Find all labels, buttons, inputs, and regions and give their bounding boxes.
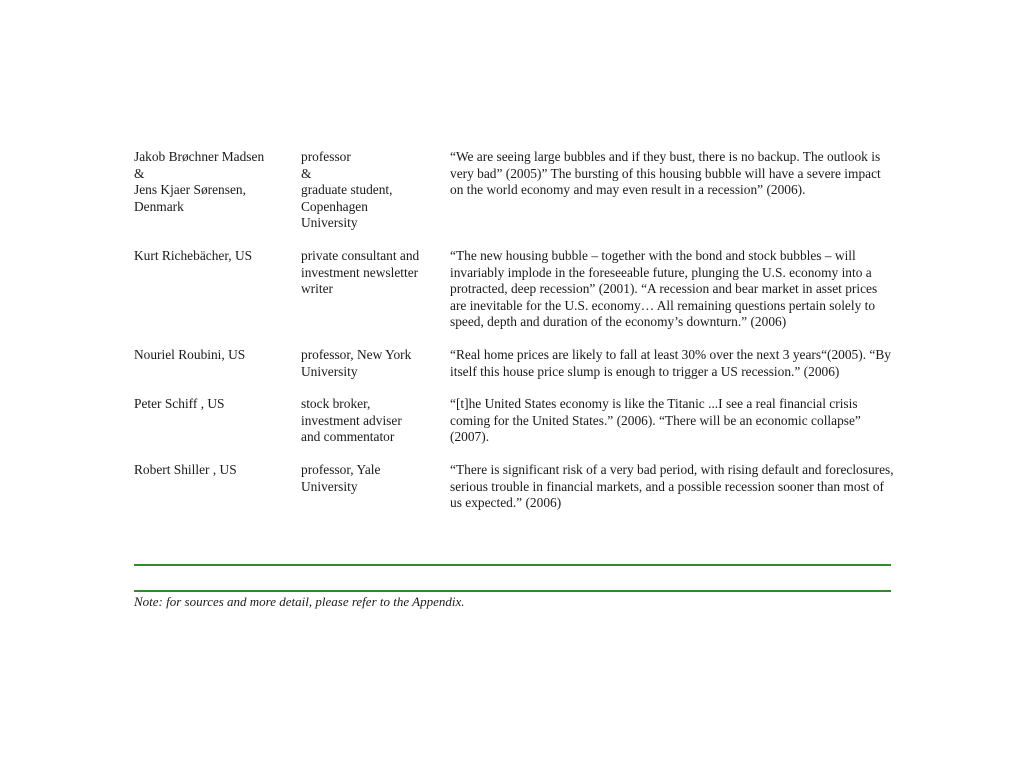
forecaster-quote: “There is significant risk of a very bad period, with rising default and foreclosures, serious trouble in financial markets, and a possible recession sooner than most of us expected.” (2006) [450,461,894,511]
table-row [134,347,894,380]
table-row [134,396,894,446]
forecaster-name: Jakob Brøchner Madsen & Jens Kjaer Sørensen, Denmark [134,149,265,214]
forecaster-quote: “The new housing bubble – together with the bond and stock bubbles – will invariably implode in the foreseeable future, plunging the U.S. economy into a protracted, deep recession” (2001). “A recession and bear market in asset prices are inevitable for the U.S. economy… All remaining questions pertain solely to speed, depth and duration of the economy’s downturn.” (2006) [450,247,878,330]
table-row [134,248,894,331]
table-row [134,149,894,232]
table-bottom-rule [134,564,891,566]
forecaster-name: Kurt Richebächer, US [134,247,253,263]
forecaster-role: professor, New York University [301,346,412,379]
forecasters-table [134,149,894,512]
footnote: Note: for sources and more detail, please refer to the Appendix. [134,594,465,609]
forecaster-quote: “We are seeing large bubbles and if they bust, there is no backup. The outlook is very bad” (2005)” The bursting of this housing bubble will have a severe impact on the world economy and may even result in a recession” (2006). [450,149,881,198]
note-top-rule [134,590,891,592]
forecaster-name: Nouriel Roubini, US [134,346,246,362]
forecaster-name: Robert Shiller , US [134,461,237,477]
forecaster-role: professor, Yale University [301,461,381,494]
forecaster-role: professor & graduate student, Copenhagen University [301,149,393,231]
forecaster-quote: “[t]he United States economy is like the Titanic ...I see a real financial crisis coming for the United States.” (2006). “There will be an economic collapse” (2007). [450,396,861,445]
table-row [134,462,894,512]
forecaster-quote: “Real home prices are likely to fall at least 30% over the next 3 years“(2005). “By itself this house price slump is enough to trigger a US recession.” (2006) [450,346,891,379]
forecaster-role: stock broker, investment adviser and commentator [301,396,402,445]
forecaster-name: Peter Schiff , US [134,396,225,412]
forecaster-role: private consultant and investment newsletter writer [301,247,420,297]
